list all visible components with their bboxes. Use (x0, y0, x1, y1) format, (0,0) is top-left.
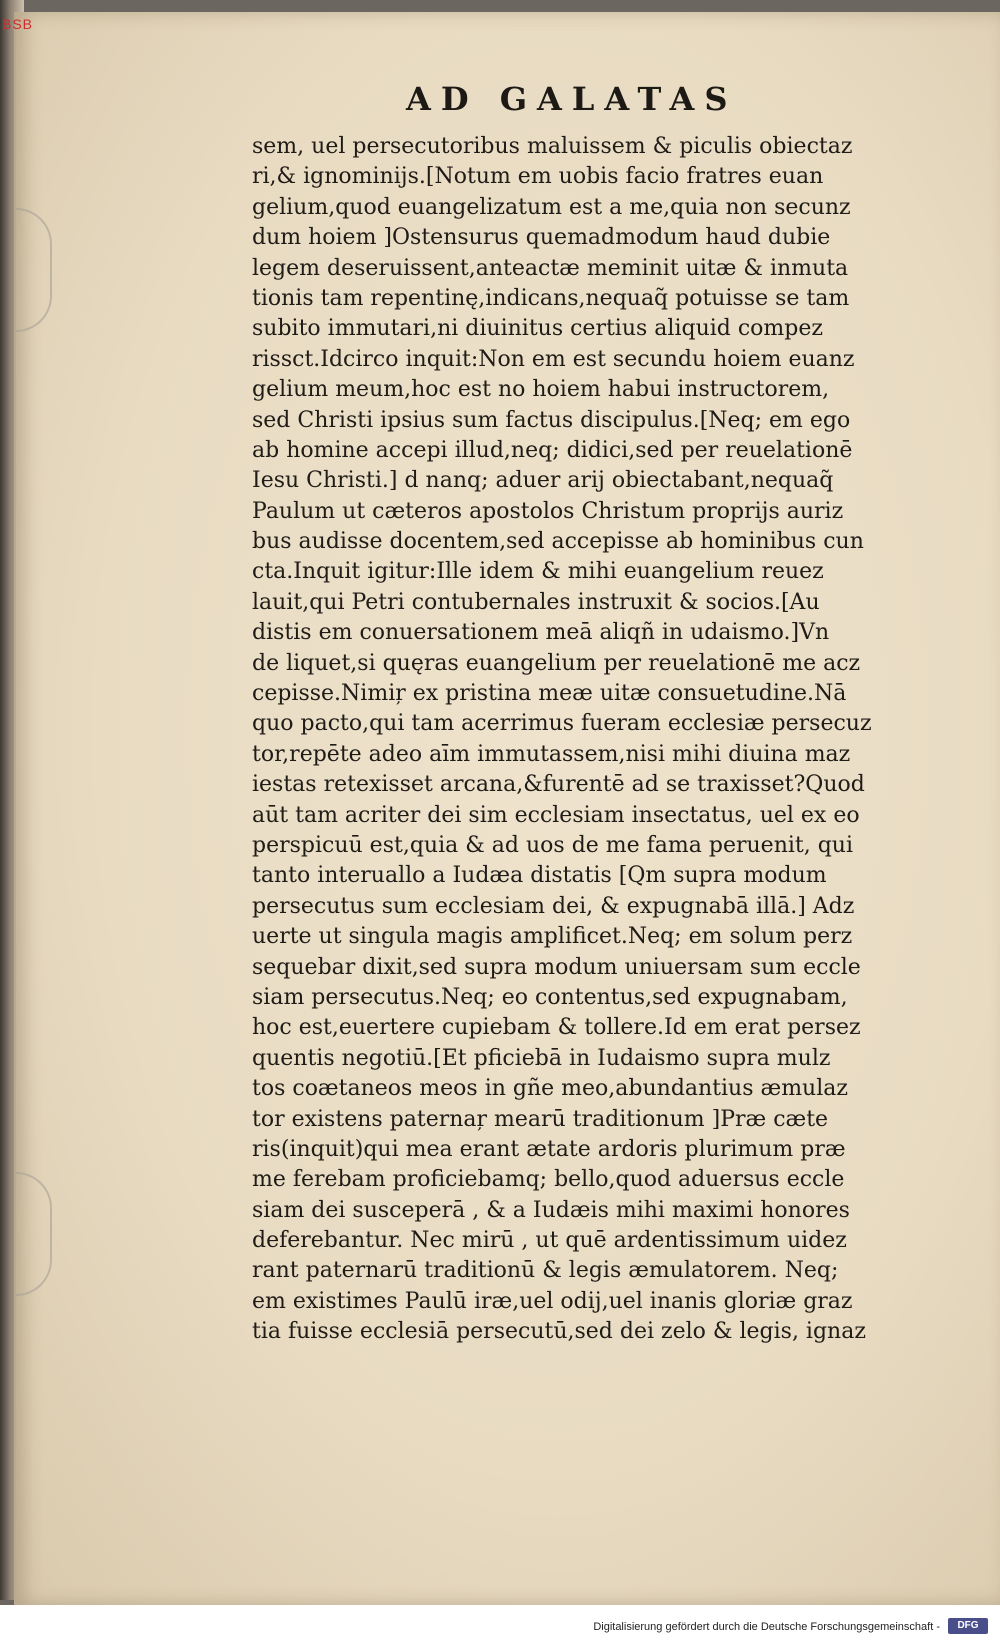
text-line: Paulum ut cæteros apostolos Christum proprijs auriz (252, 498, 844, 524)
text-line: hoc est,euertere cupiebam & tollere.Id em erat persez (252, 1015, 861, 1041)
text-line: tor existens paternaŗ mearū traditionum ]Præ cæte (252, 1106, 829, 1132)
text-line: cepisse.Nimiŗ ex pristina meæ uitæ consuetudine.Nā (252, 681, 847, 707)
funding-credit: Digitalisierung gefördert durch die Deutsche Forschungsgemeinschaft - (593, 1621, 940, 1633)
text-line: tanto interuallo a Iudæa distatis [Qm supra modum (252, 863, 827, 889)
text-line: subito immutari,ni diuinitus certius aliquid compez (252, 316, 823, 342)
text-line: uerte ut singula magis amplificet.Neq; em solum perz (252, 924, 853, 950)
body-text (252, 132, 916, 1348)
text-line: Iesu Christi.] d nanq; aduer arij obiectabant,nequaq̃ (252, 468, 834, 494)
text-line: gelium,quod euangelizatum est a me,quia non secunz (252, 194, 851, 220)
text-line: deferebantur. Nec mirū , ut quē ardentissimum uidez (252, 1228, 847, 1254)
text-line: sequebar dixit,sed supra modum uniuersam sum eccle (252, 954, 861, 980)
text-line: tor,repēte adeo aīm immutassem,nisi mihi diuina maz (252, 741, 851, 767)
text-line: quo pacto,qui tam acerrimus fueram ecclesiæ persecuz (252, 711, 872, 737)
text-line: sed Christi ipsius sum factus discipulus.[Neq; em ego (252, 407, 851, 433)
digitization-footer (0, 1605, 1000, 1645)
text-line: cta.Inquit igitur:Ille idem & mihi euangelium reuez (252, 559, 824, 585)
text-line: persecutus sum ecclesiam dei, & expugnabā illā.] Adz (252, 893, 855, 919)
text-line: ri,& ignominijs.[Notum em uobis facio fratres euan (252, 164, 824, 190)
text-line: bus audisse docentem,sed accepisse ab hominibus cun (252, 529, 864, 555)
dfg-logo-icon: DFG (948, 1618, 988, 1634)
text-line: iestas retexisset arcana,&furentē ad se traxisset?Quod (252, 772, 865, 798)
text-line: aūt tam acriter dei sim ecclesiam insectatus, uel ex eo (252, 802, 860, 828)
text-line: siam persecutus.Neq; eo contentus,sed expugnabam, (252, 984, 848, 1010)
text-line: lauit,qui Petri contubernales instruxit & socios.[Au (252, 589, 820, 615)
text-line: me ferebam proficiebamq; bello,quod aduersus eccle (252, 1167, 845, 1193)
text-line: legem deseruissent,anteactæ meminit uitæ & inmuta (252, 255, 849, 281)
running-header: AD GALATAS (406, 80, 738, 118)
text-line: tionis tam repentinę,indicans,nequaq̃ potuisse se tam (252, 285, 850, 311)
text-line: sem, uel persecutoribus maluissem & piculis obiectaz (252, 134, 853, 159)
clasp-shadow-top (16, 208, 52, 332)
text-line: distis em conuersationem meā aliqñ in udaismo.]Vn (252, 620, 830, 646)
library-mark: BSB (2, 16, 34, 32)
text-line: gelium meum,hoc est no hoiem habui instructorem, (252, 377, 830, 403)
text-line: rissct.Idcirco inquit:Non em est secundu hoiem euanz (252, 346, 855, 372)
text-line: de liquet,si quęras euangelium per reuelationē me acz (252, 650, 861, 676)
text-line: tos coætaneos meos in gñe meo,abundantius æmulaz (252, 1076, 848, 1102)
text-line: tia fuisse ecclesiā persecutū,sed dei zelo & legis, ignaz (252, 1319, 866, 1345)
text-line: dum hoiem ]Ostensurus quemadmodum haud dubie (252, 225, 831, 251)
book-page (14, 12, 1000, 1605)
text-line: em existimes Paulū iræ,uel odij,uel inanis gloriæ graz (252, 1288, 853, 1314)
text-line: quentis negotiū.[Et pficiebā in Iudaismo supra mulz (252, 1045, 831, 1071)
text-line: rant paternarū traditionū & legis æmulatorem. Neq; (252, 1258, 839, 1284)
clasp-shadow-bottom (16, 1172, 52, 1296)
text-line: siam dei susceperā , & a Iudæis mihi maximi honores (252, 1197, 850, 1223)
text-line: perspicuū est,quia & ad uos de me fama peruenit, qui (252, 832, 854, 858)
text-line: ab homine accepi illud,neq; didici,sed per reuelationē (252, 437, 853, 463)
text-line: ris(inquit)qui mea erant ætate ardoris plurimum præ (252, 1136, 846, 1162)
